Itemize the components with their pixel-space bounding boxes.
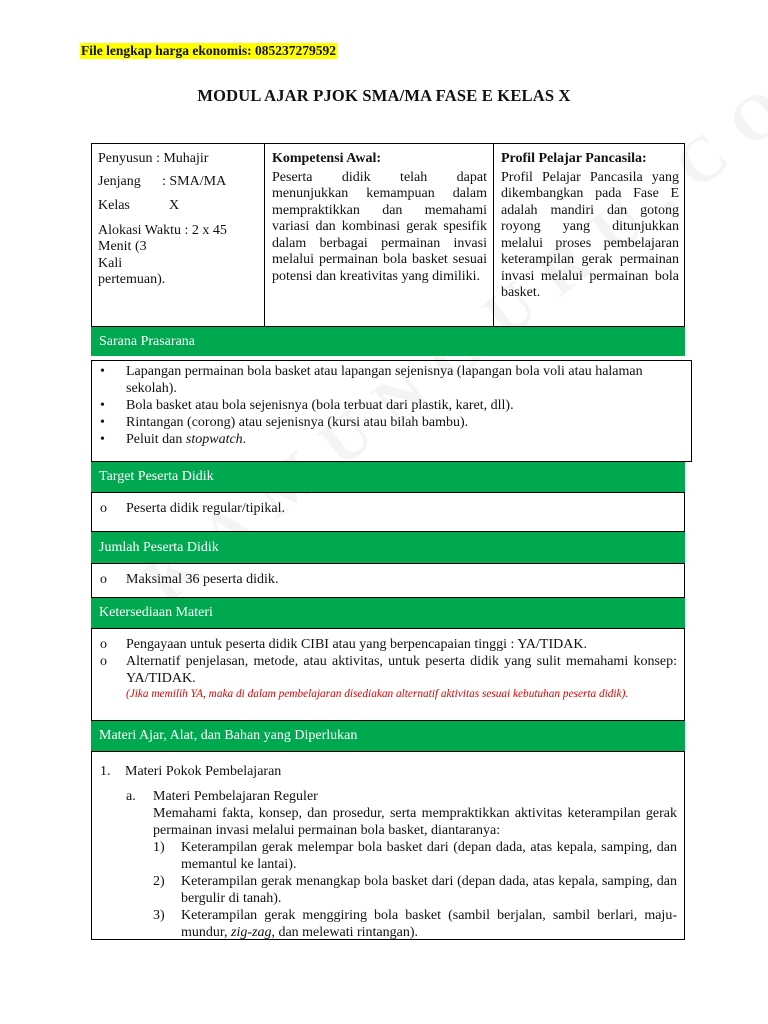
- point-number: 2): [153, 874, 165, 889]
- kompetensi-text: Peserta didik telah dapat menunjukkan kemampuan dalam mempraktikkan dan memahami variasi dan kombinasi gerak spesifik dalam berbagai permainan invasi melalui permainan bola basket sesuai potensi dan kreativitas yang dimiliki.: [272, 169, 487, 284]
- list-item-italic: stopwatch: [185, 432, 243, 447]
- column-divider: [264, 143, 265, 326]
- alokasi-text: Alokasi Waktu : 2 x 45: [98, 222, 227, 238]
- bullet-icon: •: [100, 415, 105, 430]
- list-item: [92, 500, 682, 517]
- point-item: [153, 907, 677, 941]
- point-text: Keterampilan gerak menangkap bola basket dari (depan dada, atas kepala, samping, dan bergulir di tanah).: [181, 874, 677, 906]
- sarana-list: [92, 363, 682, 448]
- profil-heading: Profil Pelajar Pancasila:: [501, 151, 647, 166]
- point-text: Keterampilan gerak melempar bola basket dari (depan dada, atas kepala, samping, dan memantul ke lantai).: [181, 840, 677, 872]
- point-item: [153, 839, 677, 873]
- list-item: [92, 636, 677, 653]
- sub-item-title: Materi Pembelajaran Reguler: [153, 789, 318, 804]
- penyusun-text: Penyusun : Muhajir: [98, 151, 209, 166]
- materi-list: [92, 763, 677, 941]
- note-text: (Jika memilih YA, maka di dalam pembelajaran disediakan alternatif aktivitas sesuai kebutuhan peserta didik).: [126, 688, 629, 700]
- ketersediaan-list: [92, 636, 677, 701]
- section-title: Jumlah Peserta Didik: [99, 539, 219, 555]
- list-item-text: Pengayaan untuk peserta didik CIBI atau yang berpencapaian tinggi : YA/TIDAK.: [126, 637, 587, 652]
- sub-item-text: Memahami fakta, konsep, dan prosedur, serta mempraktikkan aktivitas keterampilan gerak permainan invasi melalui permainan bola basket, diantaranya:: [153, 806, 677, 838]
- list-item-text: Alternatif penjelasan, metode, atau aktivitas, untuk peserta didik yang sulit memahami konsep: YA/TIDAK.: [126, 654, 677, 686]
- list-item-text: Maksimal 36 peserta didik.: [126, 572, 279, 587]
- list-item-text: Bola basket atau bola sejenisnya (bola terbuat dari plastik, karet, dll).: [126, 398, 514, 413]
- point-text-end: , dan melewati rintangan).: [271, 925, 419, 940]
- section-title: Sarana Prasarana: [99, 333, 196, 349]
- list-item-text: Materi Pokok Pembelajaran: [125, 764, 282, 779]
- section-jumlah-peserta: [91, 532, 685, 563]
- circle-bullet-icon: o: [100, 637, 107, 652]
- point-number: 1): [153, 840, 165, 855]
- promo-note: File lengkap harga ekonomis: 085237279592: [81, 43, 337, 58]
- list-item: [92, 431, 682, 448]
- profil-text: Profil Pelajar Pancasila yang dikembangkan pada Fase E adalah mandiri dan gotong royong yang ditunjukkan melalui proses pembelajaran keterampilan gerak permainan invasi melalui permainan bola basket.: [501, 169, 679, 300]
- jenjang-value: : SMA/MA: [162, 173, 227, 189]
- list-item: [92, 363, 682, 397]
- point-text: Keterampilan gerak menggiring bola basket (sambil berjalan, sambil berlari, maju-mundur,: [181, 908, 677, 940]
- kompetensi-heading: Kompetensi Awal:: [272, 151, 382, 166]
- bullet-icon: •: [100, 364, 105, 379]
- list-item: [92, 414, 682, 431]
- kelas-label: Kelas: [98, 198, 130, 213]
- section-title: Materi Ajar, Alat, dan Bahan yang Diperlukan: [99, 728, 358, 743]
- list-item-text: Lapangan permainan bola basket atau lapangan sejenisnya (lapangan bola voli atau halaman sekolah).: [126, 364, 643, 396]
- section-ketersediaan-materi: [91, 598, 685, 628]
- alokasi-text-3: Kali: [98, 255, 123, 271]
- list-item-punct: .: [242, 432, 247, 447]
- section-title: Target Peserta Didik: [99, 469, 214, 484]
- bullet-icon: •: [100, 398, 105, 413]
- kompetensi-cell: [272, 151, 487, 285]
- info-cell: [98, 151, 260, 289]
- alokasi-text-4: pertemuan).: [98, 272, 166, 287]
- section-title: Ketersediaan Materi: [99, 605, 213, 620]
- profil-cell: [501, 151, 679, 302]
- kelas-value: X: [169, 198, 180, 213]
- circle-bullet-icon: o: [100, 572, 107, 587]
- sub-list-item: [92, 788, 677, 941]
- list-number: 1.: [100, 764, 111, 779]
- point-text-italic: zig-zag: [231, 925, 272, 940]
- list-item: [92, 397, 682, 414]
- section-sarana-prasarana: [91, 327, 685, 356]
- section-materi-ajar: [91, 721, 685, 751]
- section-target-peserta: [91, 462, 685, 492]
- list-item: [92, 763, 677, 780]
- list-item-text: Rintangan (corong) atau sejenisnya (kursi atau bilah bambu).: [126, 415, 469, 430]
- list-item-text: Peluit dan: [126, 432, 183, 447]
- point-item: [153, 873, 677, 907]
- jenjang-label: Jenjang: [98, 173, 141, 189]
- column-divider: [493, 143, 494, 326]
- list-item: [92, 571, 682, 588]
- sub-list-letter: a.: [126, 789, 136, 804]
- target-list: [92, 500, 682, 517]
- circle-bullet-icon: o: [100, 654, 107, 669]
- list-item: [92, 653, 677, 687]
- circle-bullet-icon: o: [100, 501, 107, 516]
- page-title: MODUL AJAR PJOK SMA/MA FASE E KELAS X: [197, 86, 571, 105]
- jumlah-list: [92, 571, 682, 588]
- list-item-text: Peserta didik regular/tipikal.: [126, 501, 286, 516]
- alokasi-text-2: Menit (3: [98, 239, 147, 254]
- bullet-icon: •: [100, 432, 105, 447]
- list-item-note: [92, 687, 677, 701]
- point-number: 3): [153, 908, 165, 923]
